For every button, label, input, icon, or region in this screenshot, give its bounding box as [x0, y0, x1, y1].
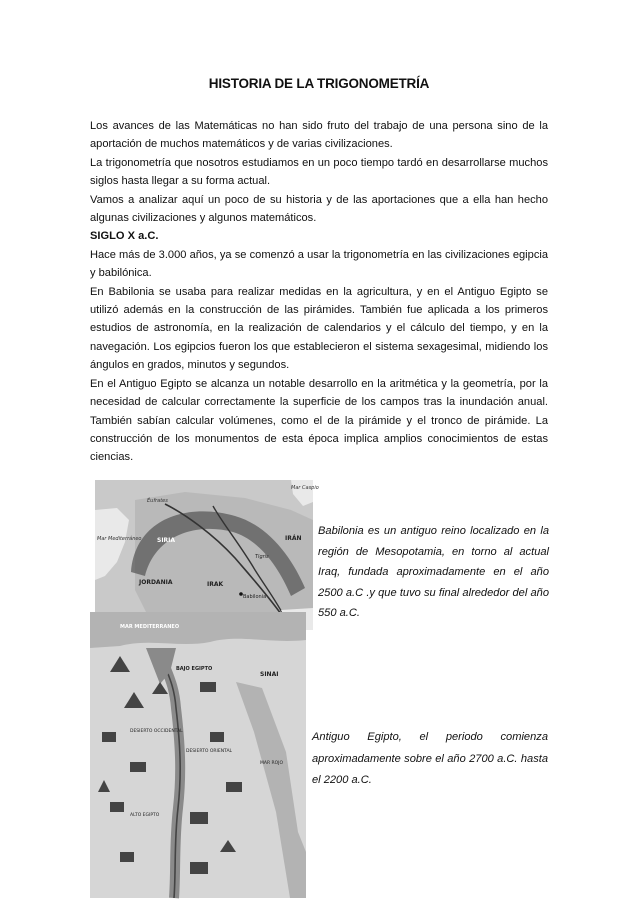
map-label: IRAK: [207, 581, 224, 588]
map-label: MAR MEDITERRANEO: [120, 624, 180, 630]
paragraph: Los avances de las Matemáticas no han sido fruto del trabajo de una persona sino de la aportación de muchos matemáticos y de varias civilizaciones.: [90, 120, 548, 151]
babilonia-caption: Babilonia es un antiguo reino localizado en la región de Mesopotamia, en torno al actual Iraq, fundada aproximadamente en el año 2500 a.C .y que tuvo su final alrededor del año 550 a.C.: [318, 525, 549, 619]
mesopotamia-map: [95, 480, 319, 630]
map-label: Babilonia: [243, 594, 267, 600]
egypt-map: [90, 612, 306, 898]
section-heading: SIGLO X a.C.: [90, 230, 159, 243]
paragraph: Vamos a analizar aquí un poco de su historia y de las aportaciones que a ella han hecho algunas civilizaciones y algunos matemáticos.: [90, 193, 548, 225]
map-label: Mar Mediterráneo: [97, 536, 142, 542]
map-label: JORDANIA: [139, 579, 173, 586]
map-label: DESIERTO OCCIDENTAL: [130, 729, 183, 734]
map-label: IRÁN: [285, 535, 302, 542]
map-label: BAJO EGIPTO: [176, 666, 213, 672]
paragraph: En Babilonia se usaba para realizar medidas en la agricultura, y en el Antiguo Egipto se utilizó además en la construcción de las pirámides. También fue aplicada a los primeros estudios de astronomía, en la realización de calendarios y el cálculo del tiempo, y en la navegación. Los egipcios fueron los que establecieron el sistema sexagesimal, midiendo los ángulos en grados, minutos y segundos.: [90, 285, 548, 372]
body-text: [90, 117, 548, 467]
map-label: Tigris: [255, 554, 269, 560]
map-label: SINAI: [260, 671, 279, 678]
map-label: Mar Caspio: [291, 485, 319, 491]
map-label: DESIERTO ORIENTAL: [186, 749, 233, 754]
map-label: SIRIA: [157, 537, 176, 544]
map-label: ALTO EGIPTO: [130, 813, 160, 818]
paragraph: Hace más de 3.000 años, ya se comenzó a usar la trigonometría en las civilizaciones egipcia y babilónica.: [90, 248, 548, 280]
egipto-caption: Antiguo Egipto, el periodo comienza aproximadamente sobre el año 2700 a.C. hasta el 2200 a.C.: [312, 731, 548, 786]
page-title: HISTORIA DE LA TRIGONOMETRÍA: [208, 76, 430, 91]
map-label: MAR ROJO: [260, 761, 284, 766]
paragraph: En el Antiguo Egipto se alcanza un notable desarrollo en la aritmética y la geometría, por la necesidad de calcular correctamente la superficie de los campos tras la inundación anual. También sabían calcular volúmenes, como el de la pirámide y el tronco de pirámide. La construcción de los monumentos de esta época implica amplios conocimientos de estas ciencias.: [90, 377, 548, 464]
paragraph: La trigonometría que nosotros estudiamos en un poco tiempo tardó en desarrollarse muchos siglos hasta llegar a su forma actual.: [90, 156, 548, 188]
map-label: Éufrates: [147, 498, 168, 504]
